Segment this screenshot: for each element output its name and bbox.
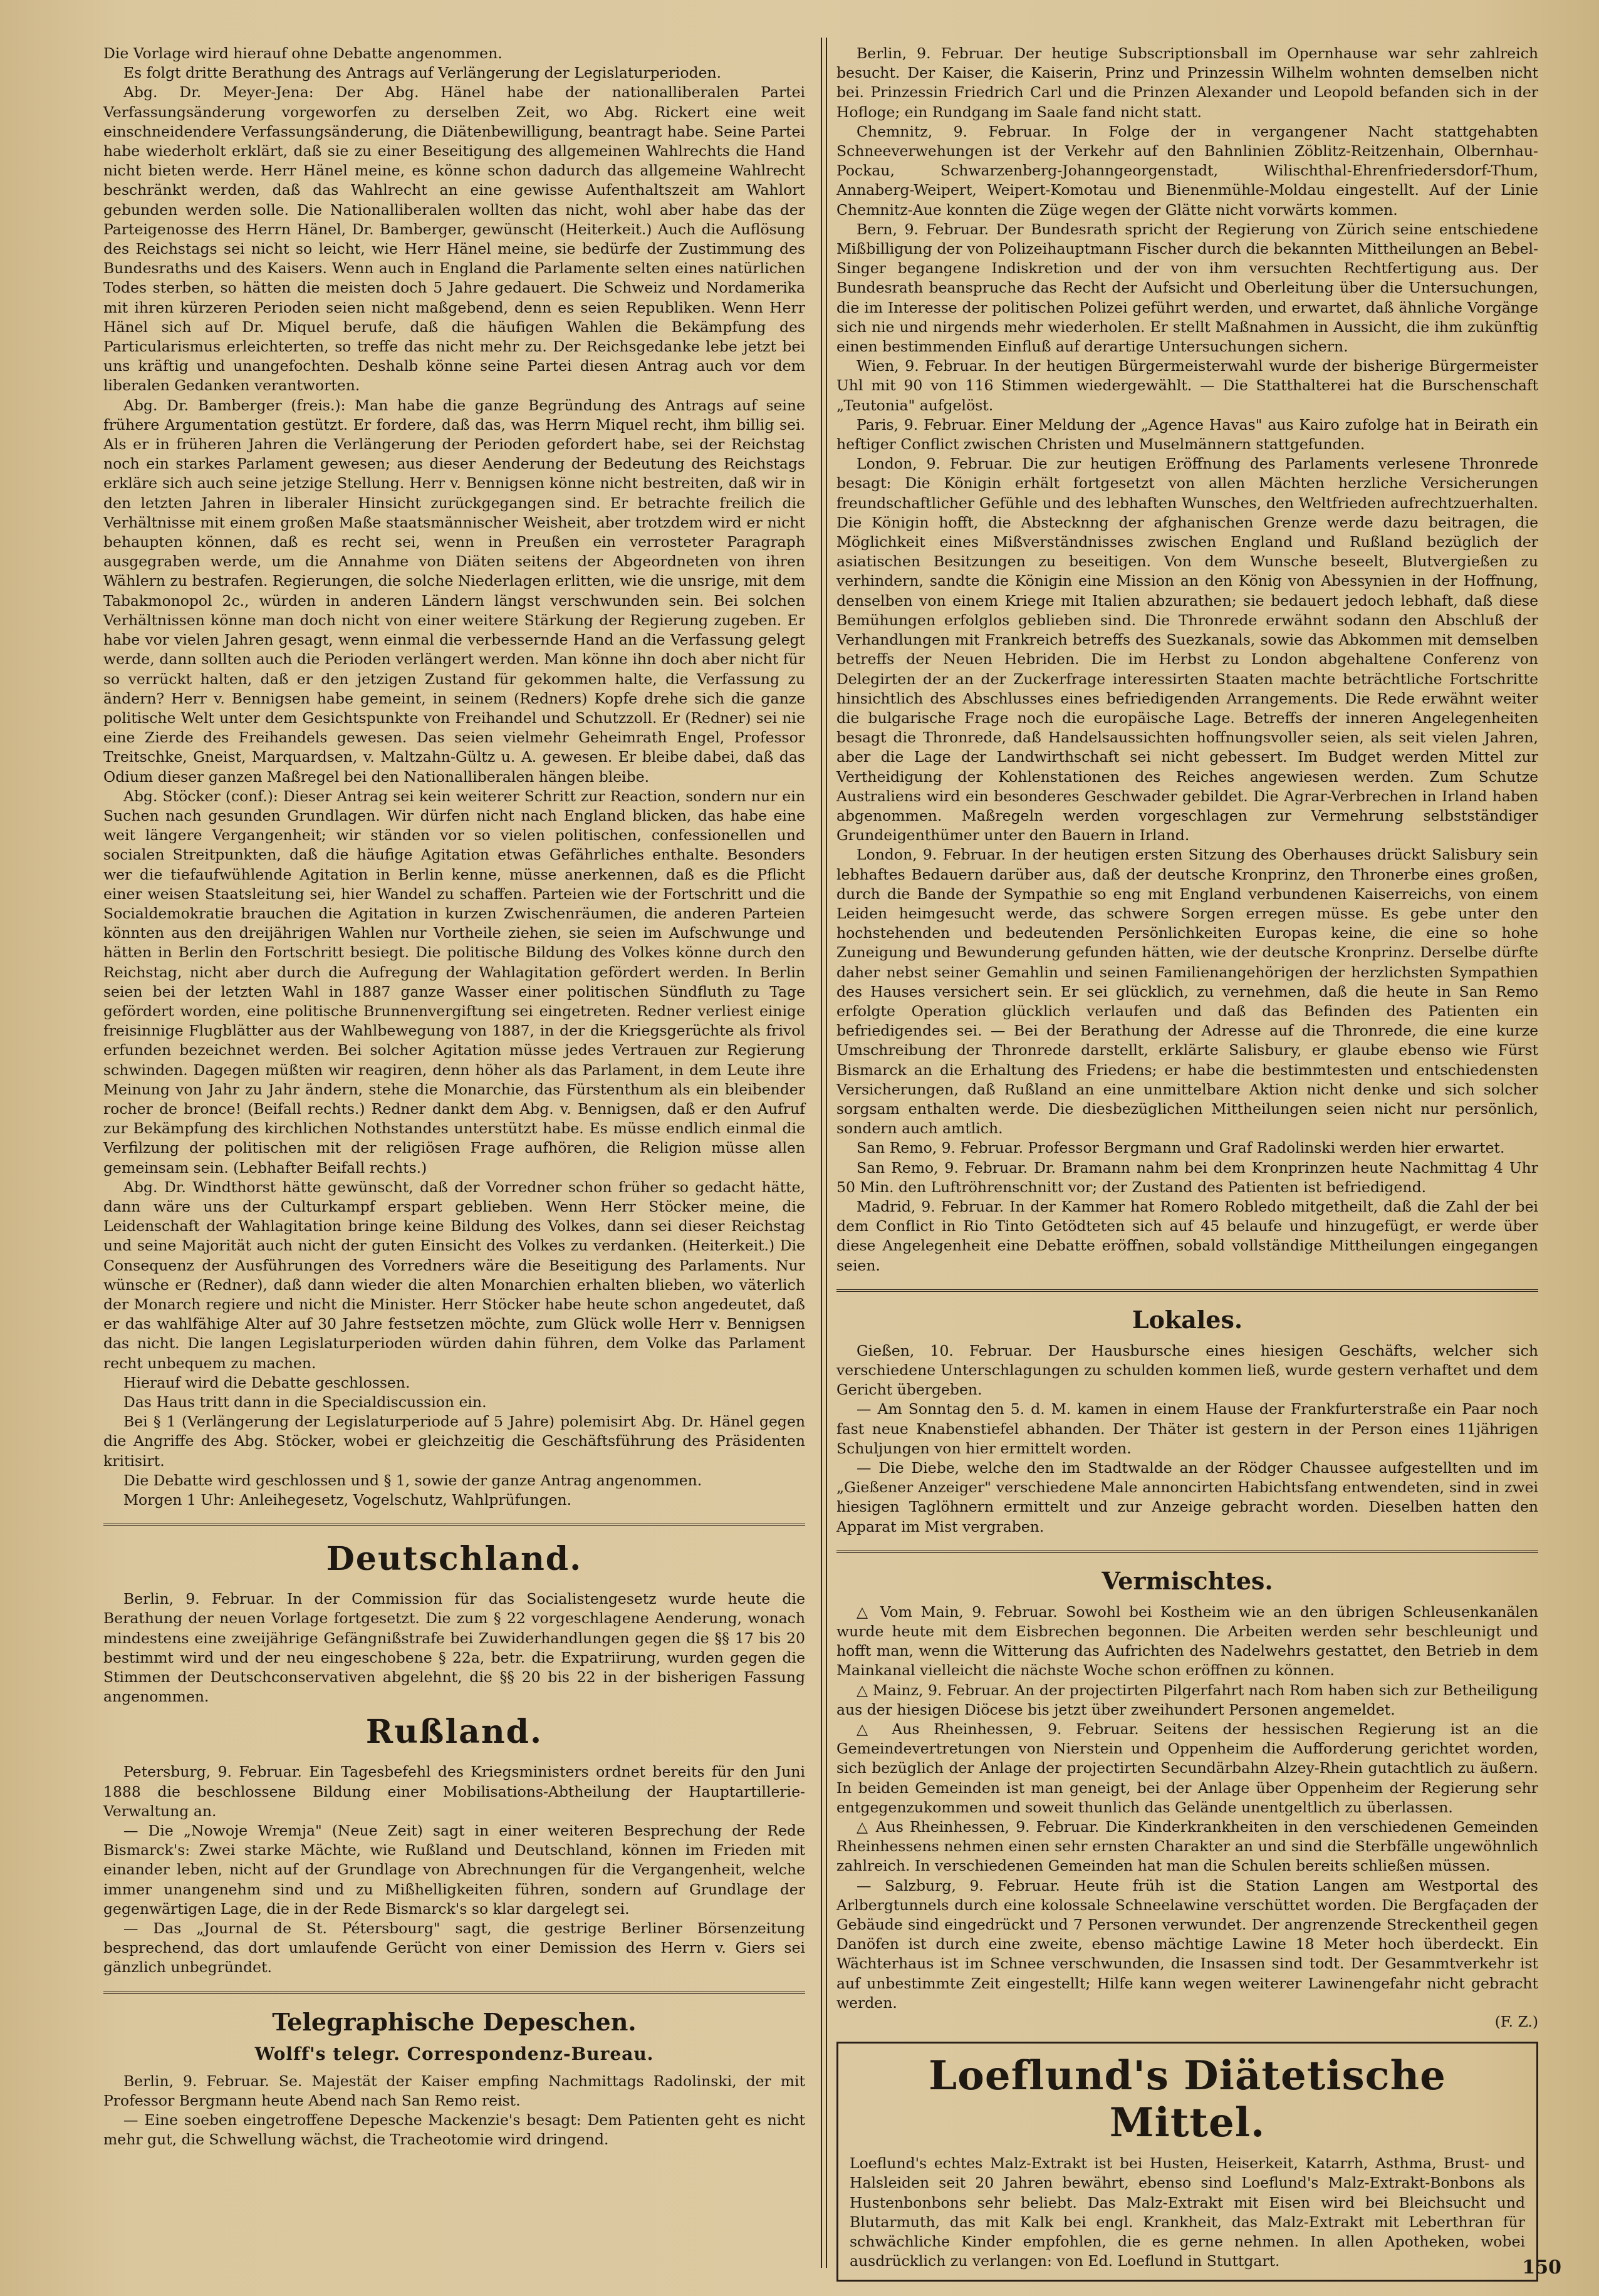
heading-lokales: Lokales. — [1132, 1305, 1243, 1334]
paragraph: Abg. Dr. Windthorst hätte gewünscht, daß der Vorredner schon früher so gedacht hätte, dann wäre uns der Culturkampf erspart geblieben. Wenn Herr Stöcker meine, die Leidenschaft der Wahlagitation bringe keine Bildung des Volkes, dann sei dieser Reichstag und seine Majorität auch nicht der guten Einsicht des Volkes zu verdanken. (Heiterkeit.) Die Consequenz der Ausführungen des Vorredners wäre die Beseitigung des Parlaments. Nur wünsche er (Redner), daß dann wieder die alten Monarchien erhalten blieben, wo väterlich der Monarch regiere und nicht die Minister. Herr Stöcker habe heute schon angedeutet, daß er das wahlfähige Alter auf 30 Jahre festsetzen möchte, zum Glück wolle Herr v. Bennigsen das nicht. Die langen Legislaturperioden würden dahin führen, dem Volke das Parlament recht unbequem zu machen. — [103, 1178, 805, 1372]
paragraph: — Am Sonntag den 5. d. M. kamen in einem Hause der Frankfurterstraße ein Paar noch fast neue Knabenstiefel abhanden. Der Thäter ist gestern in der Person eines 11jährigen Schuljungen von hier ermittelt worden. — [836, 1400, 1538, 1457]
paragraph: △ Vom Main, 9. Februar. Sowohl bei Kostheim wie an den übrigen Schleusenkanälen wurde heute mit dem Eisbrechen begonnen. Die Arbeiten werden sehr beschleunigt und hofft man, wenn die Witterung das Aufrichten des Nadelwehrs gestattet, den Betrieb in dem Mainkanal vielleicht die nächste Woche schon eröffnen zu können. — [836, 1603, 1538, 1680]
paragraph: Paris, 9. Februar. Einer Meldung der „Agence Havas" aus Kairo zufolge hat in Beirath ein heftiger Conflict zwischen Christen und Muselmännern stattgefunden. — [836, 415, 1538, 454]
heading-wolff-bureau: Wolff's telegr. Correspondenz-Bureau. — [254, 2043, 654, 2064]
paragraph: △ Aus Rheinhessen, 9. Februar. Die Kinderkrankheiten in den verschiedenen Gemeinden Rheinhessens nehmen einen sehr ernsten Charakter an und sind die Sterbfälle ungewöhnlich zahlreich. In verschiedenen Gemeinden hat man die Schulen bereits schließen müssen. — [836, 1818, 1538, 1875]
paragraph: Berlin, 9. Februar. Se. Majestät der Kaiser empfing Nachmittags Radolinski, der mit Professor Bergmann heute Abend nach San Remo reist. — [103, 2072, 805, 2109]
paragraph: Die Vorlage wird hierauf ohne Debatte angenommen. — [103, 44, 503, 62]
paragraph: — Die „Nowoje Wremja" (Neue Zeit) sagt in einer weiteren Besprechung der Rede Bismarck's: Zwei starke Mächte, wie Rußland und Deutschland, können im Frieden mit einander leben, nicht auf der Grundlage von Abrechnungen für die Vergangenheit, welche immer unangenehm sind und zu Mißhelligkeiten führen, sondern auf Grundlage der gegenwärtigen Lage, die in der Rede Bismarck's so klar dargelegt sei. — [103, 1822, 805, 1918]
paragraph: Bei § 1 (Verlängerung der Legislaturperiode auf 5 Jahre) polemisirt Abg. Dr. Hänel gegen die Angriffe des Abg. Stöcker, wobei er gleichzeitig die Geschäftsführung des Präsidenten kritisirt. — [103, 1413, 805, 1470]
paragraph: Berlin, 9. Februar. In der Commission für das Socialistengesetz wurde heute die Berathung der neuen Vorlage fortgesetzt. Die zum § 22 vorgeschlagene Aenderung, wonach mindestens eine zweijährige Gefängnißstrafe bei Zuwiderhandlungen gegen die §§ 17 bis 20 bestimmt wird und der neu eingeschobene § 22a, betr. die Expatriirung, wurden gegen die Stimmen der Deutschconservativen abgelehnt, die §§ 20 bis 22 in der bisherigen Fassung angenommen. — [103, 1590, 805, 1706]
paragraph: △ Mainz, 9. Februar. An der projectirten Pilgerfahrt nach Rom haben sich zur Betheiligung aus der hiesigen Diöcese bis jetzt über zweihundert Personen angemeldet. — [836, 1681, 1538, 1718]
paragraph: Madrid, 9. Februar. In der Kammer hat Romero Robledo mitgetheilt, daß die Zahl der bei dem Conflict in Rio Tinto Getödteten sich auf 45 belaufe und hinzugefügt, er werde über diese Angelegenheit eine Debatte eröffnen, sobald vollständige Mittheilungen eingegangen seien. — [836, 1197, 1538, 1274]
paragraph: Wien, 9. Februar. In der heutigen Bürgermeisterwahl wurde der bisherige Bürgermeister Uhl mit 90 von 116 Stimmen wiedergewählt. — Die Statthalterei hat die Burschenschaft „Teutonia" aufgelöst. — [836, 357, 1538, 414]
paragraph: Chemnitz, 9. Februar. In Folge der in vergangener Nacht stattgehabten Schneeverwehungen ist der Verkehr auf den Bahnlinien Zöblitz-Reitzenhain, Olbernhau-Pockau, Schwarzenberg-Johanngeorgenstadt, Wilischthal-Ehrenfriedersdorf-Thum, Annaberg-Weipert, Weipert-Komotau und Bienenmühle-Moldau eingestellt. Auf der Linie Chemnitz-Aue konnten die Züge wegen der Glätte nicht vorwärts kommen. — [836, 122, 1538, 219]
paragraph: London, 9. Februar. Die zur heutigen Eröffnung des Parlaments verlesene Thronrede besagt: Die Königin erhält fortgesetzt von allen Mächten herzliche Versicherungen freundschaftlicher Gefühle und des lebhaften Wunsches, den Weltfrieden aufrechtzuerhalten. Die Königin hofft, die Abstecknng der afghanischen Grenze werde dazu beitragen, die Möglichkeit eines Mißverständnisses zwischen England und Rußland bezüglich der asiatischen Besitzungen zu beseitigen. Von dem Wunsche beseelt, Blutvergießen zu verhindern, sandte die Königin eine Mission an den König von Abessynien in der Hoffnung, denselben von einem Kriege mit Italien abzurathen; sie bedauert jedoch lebhaft, daß diese Bemühungen erfolglos geblieben sind. Die Thronrede erwähnt sodann den Abschluß der Verhandlungen mit Frankreich betreffs des Suezkanals, sowie das Abkommen mit demselben betreffs der Neuen Hebriden. Die im Herbst zu London abgehaltene Conferenz von Delegirten der an der Zuckerfrage interessirten Staaten machte beträchtliche Fortschritte hinsichtlich des Abschlusses eines befriedigenden Arrangements. Die Rede erwähnt weiter die bulgarische Frage noch die europäische Lage. Betreffs der inneren Angelegenheiten besagt die Thronrede, daß Handelsaussichten hoffnungsvoller seien, als seit vielen Jahren, aber die Lage der Landwirthschaft sei nicht gebessert. Im Budget werden Mittel zur Vertheidigung der Kohlenstationen des Reiches angewiesen werden. Zum Schutze Australiens wird ein besonderes Geschwader gebildet. Die Agrar-Verbrechen in Irland haben abgenommen. Maßregeln werden vorgeschlagen zur Vermehrung selbstständiger Grundeigenthümer unter den Bauern in Irland. — [836, 455, 1538, 844]
paragraph: San Remo, 9. Februar. Dr. Bramann nahm bei dem Kronprinzen heute Nachmittag 4 Uhr 50 Min. den Luftröhrenschnitt vor; der Zustand des Patienten ist befriedigend. — [836, 1158, 1538, 1196]
page-number: 150 — [1522, 2257, 1561, 2278]
advertisement — [836, 2042, 1538, 2282]
paragraph: Abg. Dr. Meyer-Jena: Der Abg. Hänel habe der nationalliberalen Partei Verfassungsänderung vorgeworfen zu derselben Zeit, wo Abg. Rickert eine weit einschneidendere Verfassungsänderung, die Diätenbewilligung, beantragt habe. Seine Partei habe wiederholt erklärt, daß sie zu einer Beseitigung des allgemeinen Wahlrechts die Hand nicht bieten werde. Herr Hänel meine, es könne schon dadurch das allgemeine Wahlrecht beschränkt werden, daß das Wahlrecht an eine gewisse Aufenthaltszeit am Wahlort gebunden werden solle. Die Nationalliberalen wollten das nicht, wohl aber habe das der Parteigenosse des Herrn Hänel, Dr. Bamberger, gewünscht (Heiterkeit.) Auch die Auflösung des Reichstags sei nicht so leicht, wie Herr Hänel meine, sie bedürfe der Zustimmung des Bundesraths und des Kaisers. Wenn auch in England die Parlamente selten eines natürlichen Todes sterben, so hätten die meisten doch 5 Jahre gedauert. Die Schweiz und Nordamerika mit ihren kürzeren Perioden seien nicht maßgebend, denn es seien Republiken. Wenn Herr Hänel sich auf Dr. Miquel berufe, daß die häufigen Wahlen die Bekämpfung des Particularismus erleichterten, so treffe das nicht mehr zu. Der Reichsgedanke lebe jetzt bei uns kräftig und unangefochten. Deshalb könne seine Partei diesen Antrag auch vor dem liberalen Gedanken verantworten. — [103, 83, 805, 395]
section-divider — [836, 1551, 1538, 1553]
paragraph: — Die Diebe, welche den im Stadtwalde an der Rödger Chaussee aufgestellten und im „Gießener Anzeiger" verschiedene Male annoncirten Habichtsfang entwendeten, sind in zwei hiesigen Taglöhnern ermittelt und zur Anzeige gebracht worden. Dieselben hatten den Apparat im Mist vergraben. — [836, 1459, 1538, 1535]
paragraph: △ Aus Rheinhessen, 9. Februar. Seitens der hessischen Regierung ist an die Gemeindevertretungen von Nierstein und Oppenheim die Aufforderung gerichtet worden, sich bezüglich der Anlage der projectirten Secundärbahn Alzey-Rhein gutachtlich zu äußern. In beiden Gemeinden ist man geneigt, bei der Anlage über Oppenheim der Regierung sehr entgegenzukommen und soweit thunlich das Gelände unentgeltlich zu überlassen. — [836, 1720, 1538, 1816]
heading-deutschland: Deutschland. — [326, 1540, 583, 1579]
paragraph: Morgen 1 Uhr: Anleihegesetz, Vogelschutz, Wahlprüfungen. — [123, 1491, 572, 1509]
paragraph: Abg. Dr. Bamberger (freis.): Man habe die ganze Begründung des Antrags auf seine frühere Argumentation gestützt. Er fordere, daß das, was Herrn Miquel recht, ihm billig sei. Als er in früheren Jahren die Verlängerung der Perioden gefordert habe, sei der Reichstag noch ein starkes Parlament gewesen; aus dieser Aenderung der Bedeutung des Reichstags erkläre sich auch seine jetzige Stellung. Herr v. Bennigsen könne nicht bestreiten, daß wir in den letzten Jahren in liberaler Hinsicht zurückgegangen sind. Er betrachte freilich die Verhältnisse mit einem großen Maße staatsmännischer Weisheit, aber trotzdem wird er nicht behaupten können, daß es recht sei, wenn in Preußen ein verrosteter Paragraph ausgegraben werde, um die Annahme von Diäten seitens der Abgeordneten von ihren Wählern zu bestrafen. Regierungen, die solche Niederlagen erlitten, wie die unsrige, mit dem Tabakmonopol 2c., würden in anderen Ländern längst verschwunden sein. Bei solchen Verhältnissen könne man doch nicht von einer weitere Stärkung der Regierung zugeben. Er habe vor vielen Jahren gesagt, wenn einmal die verbessernde Hand an die Verfassung gelegt werde, dann sollten auch die Perioden verlängert werden. Man könne ihn doch aber nicht für so verrückt halten, daß er den jetzigen Zustand für gekommen halte, die Verfassung zu ändern? Herr v. Bennigsen habe gemeint, in seinem (Redners) Kopfe drehe sich die ganze politische Welt unter dem Gesichtspunkte von Freihandel und Schutzzoll. Er (Redner) sei nie eine Zierde des Freihandels gewesen. Das seien vielmehr Geheimrath Engel, Professor Treitschke, Gneist, Marquardsen, v. Maltzahn-Gültz u. A. gewesen. Er bleibe dabei, daß das Odium dieser ganzen Maßregel bei den Nationalliberalen hängen bleibe. — [103, 396, 805, 786]
section-divider — [103, 1524, 805, 1526]
section-divider — [836, 1289, 1538, 1292]
paragraph: — Eine soeben eingetroffene Depesche Mackenzie's besagt: Dem Patienten geht es nicht mehr gut, die Schwellung wächst, die Tracheotomie wird dringend. — [103, 2111, 805, 2149]
paragraph: — Salzburg, 9. Februar. Heute früh ist die Station Langen am Westportal des Arlbergtunnels durch eine kolossale Schneelawine verschüttet worden. Die Bergfaçaden der Gebäude sind eingedrückt und 7 Personen verwundet. Der angrenzende Streckentheil gegen Danöfen ist durch eine zweite, ebenso mächtige Lawine 18 Meter hoch überdeckt. Ein Wächterhaus ist im Schnee verschwunden, die Insassen sind todt. Der Gesammtverkehr ist auf unbestimmte Zeit eingestellt; Hilfe kann wegen weiterer Lawinengefahr nicht gebracht werden. — [836, 1876, 1538, 2012]
paragraph: Das Haus tritt dann in die Specialdiscussion ein. — [123, 1393, 487, 1411]
paragraph: London, 9. Februar. In der heutigen ersten Sitzung des Oberhauses drückt Salisbury sein lebhaftes Bedauern darüber aus, daß der deutsche Kronprinz, den Thronerbe eines großen, durch die Bande der Sympathie so eng mit England verbundenen Kaiserreichs, von einem Leiden heimgesucht werde, das schwere Sorgen erregen müsse. Es gebe unter den hochstehenden und bedeutenden Persönlichkeiten Europas keine, die eine so hohe Zuneigung und Bewunderung gefunden hätten, wie der deutsche Kronprinz. Derselbe dürfte daher nebst seiner Gemahlin und seinen Familienangehörigen der herzlichsten Sympathien des Hauses versichert sein. Er sei glücklich, zu vernehmen, daß die heute in San Remo erfolgte Operation glücklich verlaufen und daß das Befinden des Patienten ein befriedigendes sei. — Bei der Berathung der Adresse auf die Thronrede, die eine kurze Umschreibung der Thronrede darstellt, erklärte Salisbury, er glaube ebenso wie Fürst Bismarck an die Erhaltung des Friedens; er habe die bestimmtesten und entschiedensten Versicherungen, daß Rußland an eine unmittelbare Aktion nicht denke und sich solcher sorgsam enthalten werde. Die diesbezüglichen Mittheilungen seien nicht nur persönlich, sondern auch amtlich. — [836, 846, 1538, 1138]
heading-telegraphische-depeschen: Telegraphische Depeschen. — [272, 2007, 637, 2036]
heading-russland: Rußland. — [365, 1713, 543, 1752]
source-signature: (F. Z.) — [1494, 2013, 1538, 2031]
paragraph: Es folgt dritte Berathung des Antrags auf Verlängerung der Legislaturperioden. — [123, 64, 722, 82]
paragraph: Petersburg, 9. Februar. Ein Tagesbefehl des Kriegsministers ordnet bereits für den Juni 1888 die beschlossene Bildung einer Mobilisations-Abtheilung der Hauptartillerie-Verwaltung an. — [103, 1763, 805, 1820]
section-divider — [103, 1992, 805, 1994]
paragraph: Berlin, 9. Februar. Der heutige Subscriptionsball im Opernhause war sehr zahlreich besucht. Der Kaiser, die Kaiserin, Prinz und Prinzessin Wilhelm wohnten demselben nicht bei. Prinzessin Friedrich Carl und die Prinzen Alexander und Leopold befanden sich in der Hofloge; ein Rundgang im Saale fand nicht statt. — [836, 44, 1538, 121]
ad-text: Loeflund's echtes Malz-Extrakt ist bei Husten, Heiserkeit, Katarrh, Asthma, Brust- und Halsleiden seit 20 Jahren bewährt, ebenso sind Loeflund's Malz-Extrakt-Bonbons als Hustenbonbons sehr beliebt. Das Malz-Extrakt mit Eisen wird bei Bleichsucht und Blutarmuth, das mit Kalk bei engl. Krankheit, das Malz-Extrakt mit Leberthran für schwächliche Kinder empfohlen, die es gerne nehmen. In allen Apotheken, wobei ausdrücklich zu verlangen: von Ed. Loeflund in Stuttgart. — [850, 2154, 1525, 2270]
paragraph: San Remo, 9. Februar. Professor Bergmann und Graf Radolinski werden hier erwartet. — [857, 1139, 1505, 1157]
paragraph: Hierauf wird die Debatte geschlossen. — [123, 1373, 410, 1391]
right-column — [836, 44, 1538, 2282]
left-column — [103, 44, 805, 2150]
column-divider — [821, 38, 827, 2268]
ad-title: Loeflund's Diätetische Mittel. — [929, 2052, 1446, 2147]
paragraph: Abg. Stöcker (conf.): Dieser Antrag sei kein weiterer Schritt zur Reaction, sondern nur ein Suchen nach gesunden Grundlagen. Wir dürfen nicht nach England blicken, das habe eine weit längere Vergangenheit; wir ständen vor so vielen politischen, confessionellen und socialen Streitpunkten, daß die häufige Agitation etwas Gefährliches enthalte. Besonders wer die tiefaufwühlende Agitation in Berlin kenne, müsse anerkennen, daß es die Pflicht einer weisen Staatsleitung sei, hier Wandel zu schaffen. Parteien wie der Fortschritt und die Socialdemokratie brauchen die Agitation in kurzen Zwischenräumen, die anderen Parteien könnten aus den dreijährigen Wahlen nur Vortheile ziehen, sie seien im Aufschwunge und hätten in Berlin den Fortschritt besiegt. Die politische Bildung des Volkes könne durch den Reichstag, nicht aber durch die Aufregung der Wahlagitation gefördert werden. In Berlin seien bei der letzten Wahl in 1887 ganze Wasser einer politischen Sündfluth zu Tage gefördert worden, eine politische Brunnenvergiftung sei eingetreten. Redner verliest einige freisinnige Flugblätter aus der Wahlbewegung von 1887, in der die Kriegsgerüchte als frivol erfunden bezeichnet werden. Bei solcher Agitation müsse jedes Vertrauen zur Regierung schwinden. Dagegen müßten wir reagiren, denn höher als das Parlament, in dem Leute ihre Meinung von Jahr zu Jahr ändern, stehe die Monarchie, das Fürstenthum als ein bleibender rocher de bronce! (Beifall rechts.) Redner dankt dem Abg. v. Bennigsen, daß er den Aufruf zur Bekämpfung des kirchlichen Nothstandes unterstützt habe. Es müsse endlich einmal die Verfilzung der politischen mit der religiösen Frage aufhören, die Religion müsse allen gemeinsam sein. (Lebhafter Beifall rechts.) — [103, 787, 805, 1177]
paragraph: Gießen, 10. Februar. Der Hausbursche eines hiesigen Geschäfts, welcher sich verschiedene Unterschlagungen zu schulden kommen ließ, wurde gestern verhaftet und dem Gericht übergeben. — [836, 1341, 1538, 1399]
paragraph: Bern, 9. Februar. Der Bundesrath spricht der Regierung von Zürich seine entschiedene Mißbilligung der von Polizeihauptmann Fischer durch die bekannten Mittheilungen an Bebel-Singer begangene Indiskretion und der von ihm versuchten Rechtfertigung aus. Der Bundesrath beanspruche das Recht der Aufsicht und Oberleitung über die Untersuchungen, die im Interesse der politischen Polizei geführt werden, und erwartet, daß ähnliche Vorgänge sich nie und nirgends mehr wiederholen. Er stellt Maßnahmen in Aussicht, die ihm zukünftig einen bestimmenden Einfluß auf derartige Untersuchungen sichern. — [836, 220, 1538, 356]
paragraph: — Das „Journal de St. Pétersbourg" sagt, die gestrige Berliner Börsenzeitung besprechend, das dort umlaufende Gerücht von einer Demission des Herrn v. Giers sei gänzlich unbegründet. — [103, 1919, 805, 1977]
paragraph: Die Debatte wird geschlossen und § 1, sowie der ganze Antrag angenommen. — [123, 1471, 702, 1489]
heading-vermischtes: Vermischtes. — [1102, 1566, 1273, 1595]
